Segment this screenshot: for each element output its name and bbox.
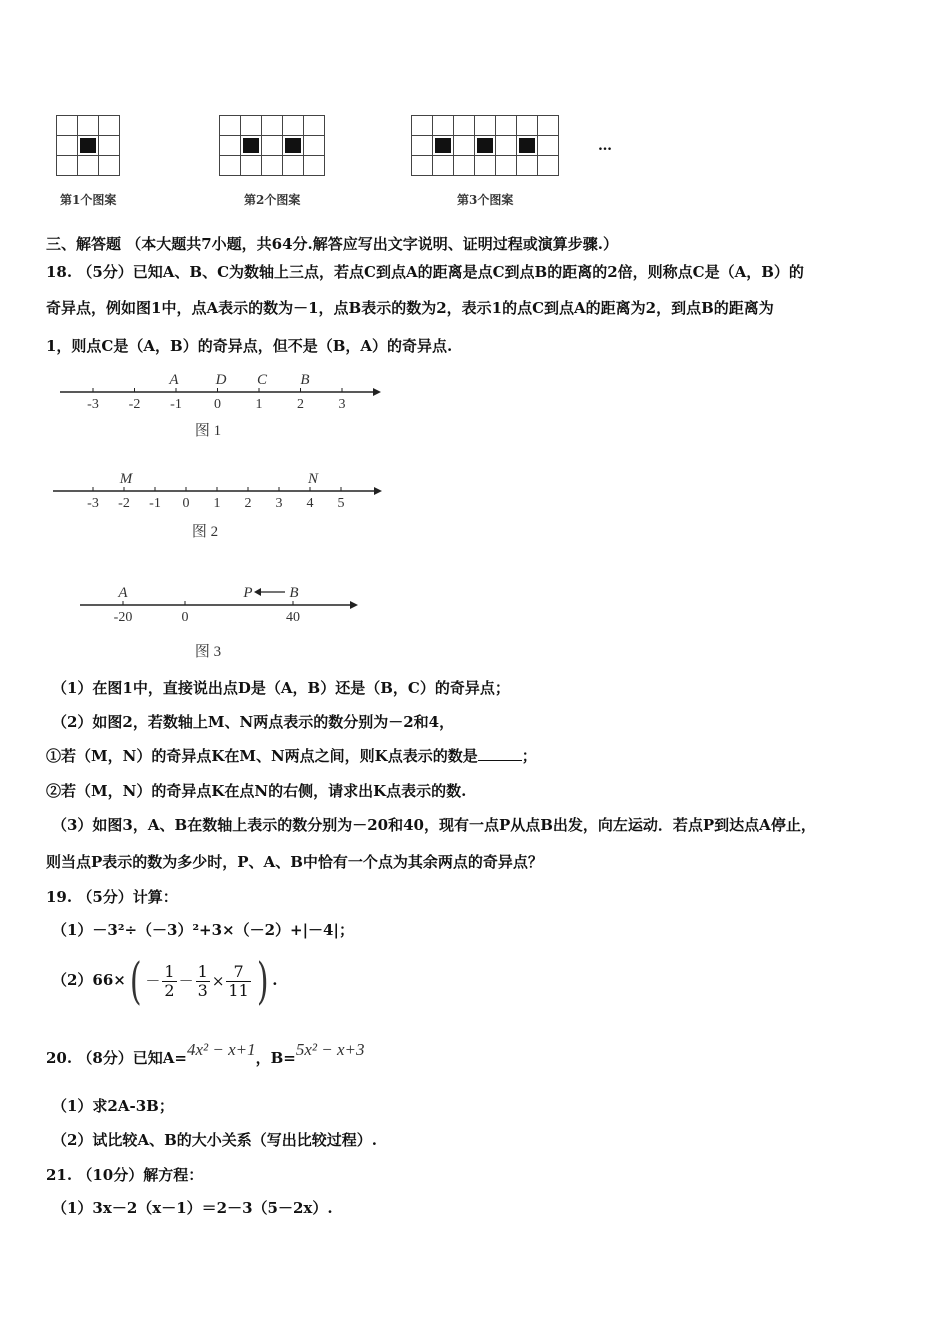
fig1-caption: 图 1 — [194, 423, 222, 439]
fraction-7-11 — [226, 963, 250, 1000]
pattern-3 — [411, 115, 559, 176]
fraction-7-11-num: 7 — [226, 963, 250, 982]
fig2-label-N: N — [307, 471, 319, 487]
q19-part1: （1）－3²÷（－3）²+3×（－2）+|－4|； — [52, 921, 354, 939]
q18-part2a — [46, 746, 537, 766]
fig3-tick-label-neg20: -20 — [113, 610, 133, 625]
q21-title: 21. （10分）解方程： — [46, 1166, 204, 1184]
fig1-tick-label-1: -2 — [128, 397, 141, 412]
q18-part2a-end: ； — [521, 747, 537, 765]
fig1-tick-label-2: -1 — [170, 397, 182, 412]
q20-title-prefix: 20. （8分）已知A= — [46, 1049, 187, 1067]
number-line-fig1 — [55, 365, 395, 445]
q18-line1: 18. （5分）已知A、B、C为数轴上三点，若点C到点A的距离是点C到点B的距离的2倍，则称点C是（A，B）的 — [46, 263, 804, 281]
q18-part3-line2: 则当点P表示的数为多少时，P、A、B中恰有一个点为其余两点的奇异点？ — [46, 853, 543, 871]
expr-B: 5x² − x+3 — [295, 1040, 365, 1059]
pattern-1-caption: 第1个图案 — [60, 193, 117, 207]
fig2-tick-label-0: -3 — [87, 496, 99, 511]
fig1-tick-label-5: 2 — [297, 397, 304, 412]
fig3-arrow-head — [254, 588, 261, 596]
fig1-label-B: B — [300, 372, 310, 388]
q19-title: 19. （5分）计算： — [46, 888, 178, 906]
expr-A: 4x² − x+1 — [186, 1040, 256, 1059]
fraction-1-3 — [196, 963, 210, 1000]
pattern-2-caption: 第2个图案 — [244, 193, 301, 207]
pattern-ellipsis: … — [598, 138, 612, 154]
fraction-1-2-den: 2 — [164, 980, 175, 1000]
q19-minus: － — [178, 972, 194, 990]
q18-line2: 奇异点，例如图1中，点A表示的数为－1，点B表示的数为2，表示1的点C到点A的距离为2，到点B的距离为 — [46, 299, 774, 317]
fig2-tick-label-7: 4 — [306, 496, 314, 511]
q18-part1: （1）在图1中，直接说出点D是（A，B）还是（B，C）的奇异点； — [52, 679, 510, 697]
fig2-tick-label-3: 0 — [182, 496, 190, 511]
answer-blank[interactable] — [478, 746, 522, 761]
fig2-tick-label-6: 3 — [275, 496, 283, 511]
fraction-7-11-den: 11 — [228, 980, 249, 1000]
fig2-tick-label-5: 2 — [244, 496, 252, 511]
fig3-label-A: A — [118, 585, 128, 601]
q20-mid: ，B= — [255, 1049, 296, 1067]
q20-title — [46, 1040, 365, 1070]
fig1-tick-label-3: 0 — [214, 397, 221, 412]
q20-part2: （2）试比较A、B的大小关系（写出比较过程）. — [52, 1131, 377, 1149]
q19-part2-prefix: （2）66× — [52, 971, 126, 989]
fig3-tick-label-0: 0 — [181, 610, 189, 625]
q19-part2 — [52, 952, 278, 1010]
fraction-1-3-num: 1 — [197, 961, 208, 981]
fraction-1-2 — [162, 963, 176, 1000]
fraction-1-2-num: 1 — [164, 961, 175, 981]
fig1-tick-label-4: 1 — [255, 397, 263, 412]
q20-part1: （1）求2A-3B； — [52, 1097, 174, 1115]
q18-part2b: ②若（M，N）的奇异点K在点N的右侧，请求出K点表示的数. — [46, 782, 467, 800]
q18-line3: 1，则点C是（A，B）的奇异点，但不是（B，A）的奇异点. — [46, 337, 453, 355]
number-line-fig2 — [50, 466, 395, 546]
fig1-label-C: C — [256, 372, 268, 388]
q19-part2-end: . — [272, 971, 278, 989]
fig2-tick-label-2: -1 — [149, 496, 161, 511]
q19-inner-minus: － — [145, 972, 161, 990]
fraction-1-3-den: 3 — [197, 980, 208, 1000]
pattern-3-caption: 第3个图案 — [457, 193, 514, 207]
fig2-tick-label-1: -2 — [118, 496, 130, 511]
left-paren: ( — [129, 952, 142, 1010]
fig3-caption: 图 3 — [194, 644, 222, 660]
fig3-tick-label-40: 40 — [286, 610, 300, 625]
fig3-label-B: B — [289, 585, 299, 601]
number-line-fig3 — [75, 580, 375, 665]
fig2-tick-label-8: 5 — [337, 496, 345, 511]
q19-times: × — [211, 972, 225, 990]
q21-part1: （1）3x－2（x－1）＝2－3（5－2x）. — [52, 1199, 333, 1217]
fig1-tick-label-0: -3 — [87, 397, 99, 412]
q18-part3-line1: （3）如图3，A、B在数轴上表示的数分别为－20和40，现有一点P从点B出发，向左运动．若点P到达点A停止， — [52, 816, 816, 834]
fig1-tick-label-6: 3 — [338, 397, 346, 412]
fig2-tick-label-4: 1 — [213, 496, 221, 511]
section-heading: 三、解答题 （本大题共7小题，共64分.解答应写出文字说明、证明过程或演算步骤.） — [46, 235, 618, 253]
fig1-label-D: D — [215, 372, 227, 388]
fig2-label-M: M — [119, 471, 133, 487]
q18-part2a-text: ①若（M，N）的奇异点K在M、N两点之间，则K点表示的数是 — [46, 747, 478, 765]
pattern-1 — [56, 115, 120, 176]
q18-part2: （2）如图2，若数轴上M、N两点表示的数分别为－2和4， — [52, 713, 455, 731]
fig2-caption: 图 2 — [191, 524, 219, 540]
pattern-2 — [219, 115, 325, 176]
right-paren: ) — [256, 952, 269, 1010]
fig3-label-P: P — [243, 585, 253, 601]
fig1-label-A: A — [169, 372, 179, 388]
